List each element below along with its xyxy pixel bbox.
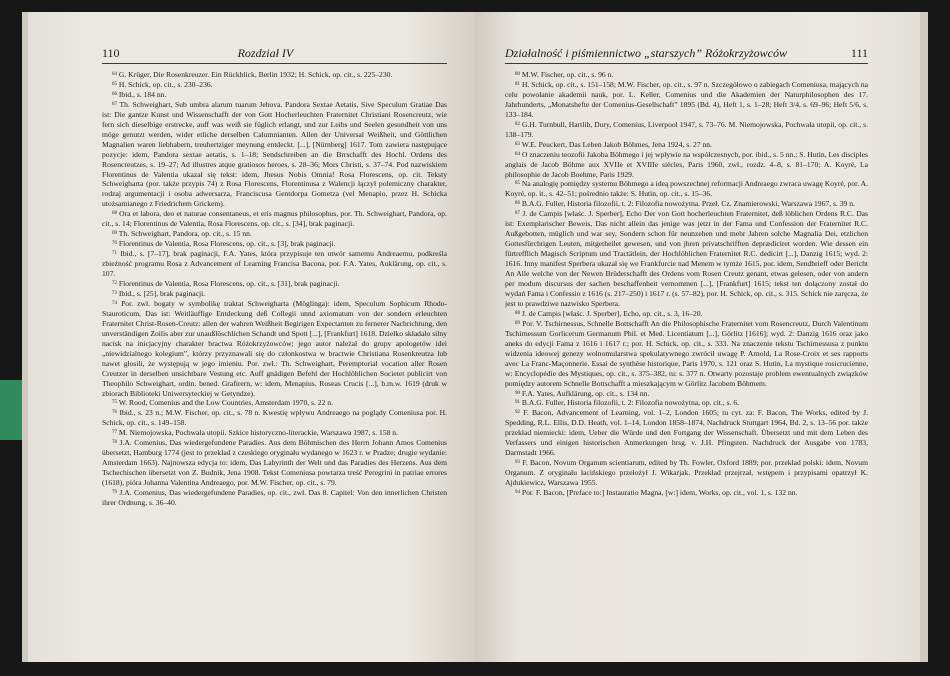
footnote-number: 74 [112,300,117,306]
left-running-header [102,46,447,64]
footnote-text: Ibid., s. 184 nn. [118,89,167,99]
footnote-number: 91 [515,400,520,406]
footnote [102,438,447,488]
footnote-text: H. Schick, op. cit., s. 230–236. [118,79,213,89]
footnote [505,488,868,498]
footnote-text: G. Krüger, Die Rosenkreuzer. Ein Rückblick, Berlin 1932; H. Schick, op. cit., s. 225–230. [118,70,393,79]
footnote [102,229,447,239]
footnote-number: 65 [112,81,117,87]
footnote [505,80,868,120]
footnote [505,398,868,408]
footnote-number: 89 [515,320,520,326]
right-page [475,12,928,662]
footnote-number: 76 [112,410,117,416]
footnote [505,199,868,209]
footnote [102,488,447,508]
book-spread [22,12,928,662]
footnote-number: 66 [112,91,117,97]
footnote-text: G.H. Turnbull, Hartlib, Dury, Comenius, Liverpool 1947, s. 73–76. M. Niemojowska, Pochwała utopii, op. cit., s. 138–179. [505,119,868,139]
footnote [505,458,868,488]
footnote-text: F. Bacon, Novum Organum scientiarum, edited by Th. Fowler, Oxford 1889; por. przekład polski: idem, Novum Organum. Z oryginału łacińskiego przełożył J. Wikarjak. Przekład przejrzał, wstępem i przypisami opatrzył K. Ajdukiewicz, Warszawa 1955. [505,458,868,488]
footnote [102,239,447,249]
footnote-text: B.A.G. Fuller, Historia filozofii, t. 2: Filozofia nowożytna. Przeł. Cz. Znamierowski, Warszawa 1967, s. 39 n. [521,199,855,209]
footnote-number: 75 [112,400,117,406]
footnote-number: 81 [515,81,520,87]
footnote-text: W.E. Peuckert, Das Leben Jakob Böhmes, Jena 1924, s. 27 nn. [521,139,712,149]
footnote-number: 86 [515,201,520,207]
footnote [102,428,447,438]
footnote-number: 71 [112,251,117,257]
footnote-text: Th. Schweighart, Pandora, op. cit., s. 15 nn. [118,229,252,239]
footnote-number: 85 [515,181,520,187]
footnote-text: Ibid., s. [25], brak paginacji. [118,288,206,298]
footnote-text: J. de Campis [właśc. J. Sperber], Echo, op. cit., s. 3, 16–20. [521,308,703,318]
footnote-number: 73 [112,290,117,296]
footnote-text: Florentinus de Valentia, Rosa Florescens, op. cit., s. [3], brak paginacji. [118,239,336,249]
footnote-text: Ibid., s. 23 n.; M.W. Fischer, op. cit., s. 78 n. Kwestię wpływu Andreaego na poglądy Comeniusa por. H. Schick, op. cit., s. 149–158. [102,408,447,428]
footnote-text: W. Rood, Comenius and the Low Countries, Amsterdam 1970, s. 22 n. [118,398,333,408]
footnote-number: 70 [112,241,117,247]
footnote [505,309,868,319]
footnote-text: J.A. Comenius, Das wiedergefundene Paradies, op. cit., zwł. Das 8. Capitel: Von den innerlichen Christen ihrer Ordnung, s. 36–40. [102,488,447,507]
footnote-number: 84 [515,151,520,157]
footnote [505,408,868,458]
footnote-text: B.A.G. Fuller, Historia filozofii, t. 2: Filozofia nowożytna, op. cit., s. 6. [521,398,740,408]
footnote-number: 82 [515,121,520,127]
footnote [102,209,447,229]
footnote-text: Ibid., s. [7–17], brak paginacji, F.A. Yates, która przypisuje ten utwór samemu Andreaemu, podkreśla zbieżność programu Rosa z Advancement of Learning Francisa Bacona, por. F.A. Yates, Auklärung, op. cit., s. 107. [102,249,447,279]
footnote [102,249,447,279]
footnote [102,279,447,289]
left-running-head: Rozdział IV [237,46,294,60]
footnote [102,398,447,408]
left-footnotes [102,70,447,644]
footnote-text: Por. zwł. bogaty w symbolikę traktat Schweigharta (Möglinga): idem, Speculum Sophicum Rhodo-Stauroticum, Das ist: Weitläuffige Entdeckung deß Collegii unnd axiomatum von der sondern erleuchten Fraternitet Christ-Rosen-Creutz: allen der wahren Weißheit Begirigen Expectanten zu fernerer Nachrichtung, den unverständigen Zoilis aber zur unaußlöschlichen Schandt und Spott [...], [Frankfurt] 1618. Dziełko składało silny nacisk na inicjacyjny charakter bractwa Różokrzyżowców; jego autor należał do grupy apologetów idei „niewidzialnego kolegium”, którzy przyznawali się do członkostwa w bractwie Christiana Rosenkreutza lub nawet głosili, że występują w jego imieniu. Por. zwł.: Th. Schweighart, Peremptorial vocation aller Rosen Creutzer in derselben unsichtbare Vestung etc. Auff gnädigen Befehl der Hochlöblichen Societet publicirt von Theophilo Schweighart, ordin. bened. Grafirern, w: idem, Menapius. Roseas Crucis [...], b.m.w. 1619 (druk w zbiorach Biblioteki Uniwersyteckiej w Getyndze). [102,298,447,398]
footnote-number: 94 [515,490,520,496]
footnote [102,80,447,90]
footnote [505,70,868,80]
footnote-text: M. Niemojowska, Pochwała utopii. Szkice historyczno-literackie, Warszawa 1987, s. 158 n. [118,428,399,438]
footnote [505,150,868,180]
footnote [102,100,447,209]
footnote-number: 72 [112,281,117,287]
footnote-text: Por. F. Bacon, [Preface to:] Instauratio Magna, [w:] idem, Works, op. cit., vol. 1, s. 132 nn. [521,488,798,498]
footnote [505,319,868,389]
footnote-number: 79 [112,490,117,496]
footnote [505,209,868,309]
footnote-text: J. de Campis [właśc. J. Sperber], Echo Der von Gott hocherleuchten Fraternitet, deß löblichen Ordens R.C. Das ist: Exemplarischer Beweis, Das nicht allein das jenige was jetzt in der Fama und Confession der Fraternitet R.C. Außgebotten, müglich und war sey, Sondern schon für neunzehen und mehr Jahren solche Magnalia Dei, etzlichen Gottesfürchtigen Leuten, mitgetheilet gewesen, und von jhren privatschrifften deprædiciret worden. Wie dessen ein fürtrefflich Magisch Scriptum und Tractätlein, der Hochlöblichen Fraternitet R.C. dedicirt [...], Danzig 1615; wyd. 2: 1616. Inny manifest Sperbera ukazał się we Frankfurcie nad Menem w tymże 1615, por. idem, Sendbrieff oder Bericht An Alle welche von der Newen Brüderschafft des Ordens vom Rosen Creutz genant, etwas gelesen, oder von andern per modum discursus der sachen beschaffenheit vernommen [...], [Frankfurt] 1615; tekst ten dołączony został do wydań Fama i Confessio z 1616 (s. 217–250) i 1617 r. (s. 57–82), por. H. Schick, op. cit., s. 315. Schick nie zaręcza, że jest to prawdziwe nazwisko Sperbera. [505,209,868,308]
footnote-number: 93 [515,460,520,466]
footnote-number: 78 [112,440,117,446]
footnote-text: Florentinus de Valentia, Rosa Florescens, op. cit., s. [31], brak paginacji. [118,279,340,289]
footnote-number: 87 [515,211,520,217]
footnote-text: Por. V. Tschirnessus, Schnelle Bottschafft An die Philosophische Fraternitet vom Rosencreutz, Durch Valentinum Tschirnessum Gorlicerum Germanum Phil. et Med. Licentiatum [...], Görlitz [1616]; wyd. 2: Danzig 1616 oraz jako aneks do edycji Fama z 1616 i 1617 r.; por. H. Schick, op. cit., s. 333. Na znaczenie tekstu Tschirnessusa z punktu widzenia ideowej genezy wolnomularstwa spekulatywnego zwrócił uwagę P. Arnold, La Rose-Croix et ses rapports avec La Franc-Maçonnerie. Essai de synthèse historique, Paris 1970, s. 121 oraz S. Hutin, La mystique rosicrucienne, w: Encyclopédie des Mystiques, op. cit., s. 375–382, tu: s. 377 n. Otwarty pozostaje problem ewentualnych związków pomiędzy autorem Schnelle Bottschafft a mieszkającym w Görlitz Jacobem Böhmem. [505,318,868,388]
footnote [102,299,447,399]
footnote-number: 64 [112,72,117,77]
footnote [102,70,447,80]
footnote-text: O znaczeniu teozofii Jakoba Böhmego i jej wpływie na współczesnych, por. ibid., s. 5 nn.; S. Hutin, Les disciples anglais de Jacob Böhme aux XVIIe et XVIIIe siècles, Paris 1960, zwł., rozdz. 4–8, s. 81–170; A. Koyré, La philosophie de Jacob Boehme, Paris 1929. [505,149,868,179]
footnote-number: 83 [515,141,520,147]
footnote-number: 90 [515,390,520,396]
right-running-head: Działalność i piśmiennictwo „starszych” Różokrzyżowców [505,46,788,60]
footnote-number: 68 [112,211,117,217]
footnote-number: 69 [112,231,117,237]
footnote-text: F.A. Yates, Aufklärung, op. cit., s. 134 nn. [521,388,650,398]
left-page-number: 110 [102,46,120,60]
right-page-number: 111 [850,46,868,60]
left-page [22,12,475,662]
footnote-text: Th. Schweighart, Sub umbra alarum tuarum Jehova. Pandora Sextae Aetatis, Sive Speculum Gratiae Das ist: Die gantze Kunst und Wissenschafft der von Gott Hocherleuchten Fraternitet Christiani Rosencreutz, wie fern sich dieselbige erstrecke, auff was weiß sie füglich erlangt, und zur Leibs und Seelen gesundheit von uns möge genutzt werden, wider etliche derselben Calumnianten. Allen der Universal Weißheit, und Göttlichen Magnalien waren liebhabern, treuhertziger meynung entdeckt. [...], [Nürnberg] 1617. Tom zawiera następujące pozycje: idem, Pandora sextae aetatis, s. 1–18; Sendschreiben an die Brrschafft des Hochl. Ordens des Rosencreutzes, s. 19–27; Ad illustres atque gratiosos heroes, s. 28–36; Mors Christi, s. 37–74. Pod nazwiskiem Florentinus de Valentia ukazał się tekst: idem, Jhesus Nobis Omnia! Rosa Florescens, op. cit. Teksty Schweigharta (por. także przypis 74) z Rosa Florescens, Florentinusa z Walencji łączył polemiczny charakter, rodzaj argumentacji i osoba adwersarza, Franciscusa Gentdorpa Gometza (vel Menapio, przez H. Schicka utożsamianego z Friedrichem Grickem). [102,99,447,209]
footnote [102,90,447,100]
footnote-number: 77 [112,430,117,436]
footnote-number: 67 [112,101,117,107]
right-running-header [505,46,868,64]
footnote-text: H. Schick, op. cit., s. 151–158; M.W. Fischer, op. cit., s. 97 n. Szczegółowo o zabiegach Comeniusa, mających na celu powołanie akademii nauk, por. L. Keller, Comenius und die Akademien der Naturphilosophen des 17. Jahrhunderts, „Monatshefte der Comenius-Gesellschaft” 1895 (Bd. 4), Heft 1, s. 1–28; Heft 3/4, s. 69–96; Heft 5/6, s. 133–184. [505,79,868,119]
footnote [505,179,868,199]
footnote-text: J.A. Comenius, Das wiedergefundene Paradies. Aus dem Böhmischen des Herrn Johann Amos Comenius übersetzt, Hamburg 1774 (jest to przekład z czeskiego oryginału wydanego w 1623 r. w Pradze; drugie wydanie: Amsterdam 1663). Najnowsza edycja to: idem, Das Labyrinth der Welt und das Paradies des Herzens. Aus dem Tschechischen übersetzt von Z. Budnik, Jena 1908. Tekst Comeniusa powtarza treść Peregrini in patriae errores (1618), pióra Johanna Valentina Andreaego, por. M.W. Fischer, op. cit., s. 79. [102,438,447,488]
footnote [102,408,447,428]
footnote-number: 88 [515,310,520,316]
footnote-number: 80 [515,72,520,77]
footnote [102,289,447,299]
footnote-text: Ora et labora, deo et naturae consentaneus, et eris magnus philosophus, por. Th. Schweighart, Pandora, op. cit., s. 14; Florentinus de Valentia, Rosa Florescens, op. cit., s. [34], brak paginacji. [102,209,447,229]
footnote-text: Na analogię pomiędzy systemu Böhmego a ideą powszechnej reformacji Andreaego zwraca uwagę Koyré, por. A. Koyré, op. it., s. 42–51; pośrednio także: S. Hutin, op. cit., s. 15–36. [505,179,868,199]
footnote [505,389,868,399]
footnote-text: M.W. Fischer, op. cit., s. 96 n. [521,70,614,79]
footnote [505,140,868,150]
footnote-text: F. Bacon, Advancement of Learning, vol. 1–2, London 1605; tu cyt. za: F. Bacon, The Works, edited by J. Spedding, R.L. Ellis, D.D. Heath, vol. 1–14, London 1858–1874, Nachdruck Stuttgart 1964, Bd. 2, s. 13–56 por. także przekład niemiecki: idem, Ueber die Würde und den Fortgang der Wissenschaft. Übersetzt und mit dem Leben des Verfassers und einigen historischen Anmerkungen hrsg. v. J.H. Pfingsten. Nachdruck der Ausgabe von 1783, Darmstadt 1966. [505,408,868,458]
footnote [505,120,868,140]
footnote-number: 92 [515,410,520,416]
right-footnotes [505,70,868,644]
